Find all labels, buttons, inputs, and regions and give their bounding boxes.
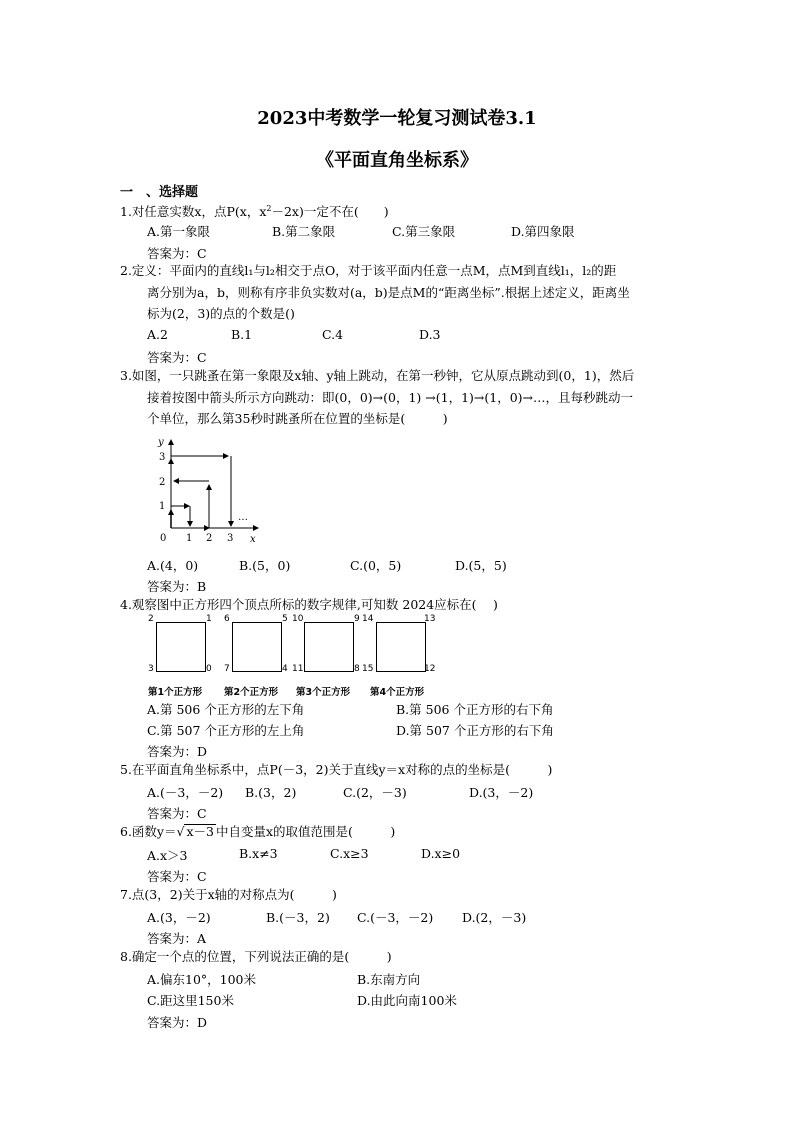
q6-stem bbox=[120, 822, 395, 842]
q1-option-d: D.第四象限 bbox=[511, 224, 575, 239]
square-group-1 bbox=[146, 614, 218, 700]
square-4-bottom-left-number: 15 bbox=[362, 664, 374, 674]
q7-stem: 7.点(3，2)关于x轴的对称点为( ) bbox=[120, 887, 337, 902]
square-3-bottom-left-number: 11 bbox=[292, 664, 304, 674]
q2-answer: 答案为：C bbox=[147, 350, 207, 365]
q3-option-d: D.(5，5) bbox=[455, 558, 507, 573]
x-tick-label-1: 1 bbox=[186, 533, 193, 544]
square-3-bottom-right-number: 8 bbox=[354, 664, 360, 674]
q1-stem-part-a: 1.对任意实数x，点P(x，x bbox=[120, 204, 267, 220]
square-4-bottom-right-number: 12 bbox=[424, 664, 436, 674]
y-tick-label-3: 3 bbox=[159, 452, 166, 463]
q2-option-b: B.1 bbox=[231, 327, 253, 342]
square-2-bottom-right-number: 4 bbox=[282, 664, 288, 674]
sqrt-radicand: x－3 bbox=[186, 824, 214, 839]
q8-stem: 8.确定一个点的位置，下列说法正确的是( ) bbox=[120, 949, 392, 964]
question-1-stem bbox=[120, 199, 389, 222]
q6-answer: 答案为：C bbox=[147, 869, 207, 884]
square-shape bbox=[156, 622, 206, 672]
square-1-top-left-number: 2 bbox=[148, 614, 154, 624]
section-heading: 一 、选择题 bbox=[120, 185, 199, 200]
q2-option-c: C.4 bbox=[322, 327, 344, 342]
squares-figure bbox=[146, 614, 436, 700]
q3-answer: 答案为：B bbox=[147, 579, 207, 594]
q1-stem-part-b: －2x)一定不在( ) bbox=[271, 204, 389, 220]
square-3-top-left-number: 10 bbox=[292, 614, 304, 624]
q3-option-a: A.(4，0) bbox=[147, 558, 199, 573]
q2-stem-line1: 2.定义：平面内的直线l₁与l₂相交于点O，对于该平面内任意一点M，点M到直线l₁，l₂的距 bbox=[120, 263, 617, 278]
q7-option-d: D.(2，－3) bbox=[462, 910, 527, 925]
flea-jump-figure bbox=[150, 432, 265, 554]
q5-answer: 答案为：C bbox=[147, 806, 207, 821]
x-tick-label-3: 3 bbox=[227, 533, 234, 544]
q5-option-c: C.(2，－3) bbox=[343, 785, 407, 800]
flea-jump-graph bbox=[150, 432, 265, 550]
q2-option-a: A.2 bbox=[147, 327, 168, 342]
square-3-caption: 第3个正方形 bbox=[296, 687, 351, 698]
q8-option-b: B.东南方向 bbox=[357, 972, 421, 987]
q3-option-c: C.(0，5) bbox=[350, 558, 402, 573]
square-1-caption: 第1个正方形 bbox=[148, 687, 203, 698]
q7-option-a: A.(3，－2) bbox=[147, 910, 211, 925]
square-1-bottom-right-number: 0 bbox=[206, 664, 212, 674]
q2-option-d: D.3 bbox=[419, 327, 441, 342]
x-tick-label-0: 0 bbox=[160, 533, 167, 544]
y-axis-label: y bbox=[158, 437, 164, 448]
q6-stem-part-a: 6.函数y＝ bbox=[120, 824, 177, 839]
q1-option-b: B.第二象限 bbox=[272, 224, 336, 239]
q4-stem: 4.观察图中正方形四个顶点所标的数字规律,可知数 2024应标在( ) bbox=[120, 597, 498, 612]
q4-option-b: B.第 506 个正方形的右下角 bbox=[396, 702, 554, 717]
square-2-top-right-number: 5 bbox=[282, 614, 288, 624]
square-shape bbox=[304, 622, 354, 672]
q5-option-d: D.(3，－2) bbox=[469, 785, 534, 800]
square-4-top-left-number: 14 bbox=[362, 614, 374, 624]
square-group-3 bbox=[292, 614, 364, 700]
q4-option-a: A.第 506 个正方形的左下角 bbox=[147, 702, 305, 717]
y-tick-label-2: 2 bbox=[159, 477, 166, 488]
q6-option-c: C.x≥3 bbox=[330, 846, 369, 861]
q6-option-b: B.x≠3 bbox=[239, 846, 278, 861]
q3-stem-line2: 接着按图中箭头所示方向跳动：即(0，0)→(0，1) →(1，1)→(1，0)→…，且每秒跳动一 bbox=[147, 390, 634, 405]
q7-answer: 答案为：A bbox=[147, 931, 207, 946]
x-tick-label-2: 2 bbox=[206, 533, 213, 544]
q3-stem-line1: 3.如图，一只跳蚤在第一象限及x轴、y轴上跳动，在第一秒钟，它从原点跳动到(0，1)，然后 bbox=[120, 368, 635, 383]
square-2-caption: 第2个正方形 bbox=[224, 687, 279, 698]
q3-stem-line3: 个单位，那么第35秒时跳蚤所在位置的坐标是( ) bbox=[147, 411, 448, 426]
q2-stem-line3: 标为(2，3)的点的个数是() bbox=[147, 306, 295, 321]
square-shape bbox=[376, 622, 426, 672]
square-group-2 bbox=[222, 614, 294, 700]
q5-option-b: B.(3，2) bbox=[245, 785, 297, 800]
square-4-top-right-number: 13 bbox=[424, 614, 436, 624]
q4-option-c: C.第 507 个正方形的左上角 bbox=[147, 723, 305, 738]
q7-option-c: C.(－3，－2) bbox=[357, 910, 434, 925]
q1-option-c: C.第三象限 bbox=[392, 224, 456, 239]
q6-option-d: D.x≥0 bbox=[421, 846, 461, 861]
continuation-dots: … bbox=[238, 512, 248, 523]
q8-option-d: D.由此向南100米 bbox=[357, 993, 457, 1008]
sqrt-symbol: √ bbox=[176, 824, 185, 839]
square-1-bottom-left-number: 3 bbox=[148, 664, 154, 674]
square-4-caption: 第4个正方形 bbox=[370, 687, 425, 698]
square-2-bottom-left-number: 7 bbox=[224, 664, 230, 674]
q4-option-d: D.第 507 个正方形的右下角 bbox=[396, 723, 554, 738]
q7-option-b: B.(－3，2) bbox=[266, 910, 330, 925]
page-title: 2023中考数学一轮复习测试卷3.1 bbox=[257, 108, 537, 129]
q8-option-a: A.偏东10°，100米 bbox=[147, 972, 257, 987]
q6-option-a: A.x＞3 bbox=[147, 848, 188, 863]
q1-stem-superscript: 2 bbox=[266, 204, 272, 213]
square-3-top-right-number: 9 bbox=[354, 614, 360, 624]
square-group-4 bbox=[362, 614, 436, 700]
page-subtitle: 《平面直角坐标系》 bbox=[316, 150, 478, 171]
q8-answer: 答案为：D bbox=[147, 1015, 208, 1030]
x-axis-label: x bbox=[250, 534, 256, 545]
square-2-top-left-number: 6 bbox=[224, 614, 230, 624]
square-1-top-right-number: 1 bbox=[206, 614, 212, 624]
q4-answer: 答案为：D bbox=[147, 744, 208, 759]
square-shape bbox=[232, 622, 282, 672]
y-tick-label-1: 1 bbox=[159, 501, 166, 512]
q3-option-b: B.(5，0) bbox=[239, 558, 291, 573]
q6-stem-part-b: 中自变量x的取值范围是( ) bbox=[215, 824, 396, 839]
q2-stem-line2: 离分别为a，b，则称有序非负实数对(a，b)是点M的“距离坐标”.根据上述定义，距离坐 bbox=[147, 285, 630, 300]
q5-stem: 5.在平面直角坐标系中，点P(－3，2)关于直线y＝x对称的点的坐标是( ) bbox=[120, 762, 553, 777]
q5-option-a: A.(－3，－2) bbox=[147, 785, 224, 800]
q8-option-c: C.距这里150米 bbox=[147, 993, 234, 1008]
q1-option-a: A.第一象限 bbox=[147, 224, 211, 239]
q1-answer: 答案为：C bbox=[147, 246, 207, 261]
